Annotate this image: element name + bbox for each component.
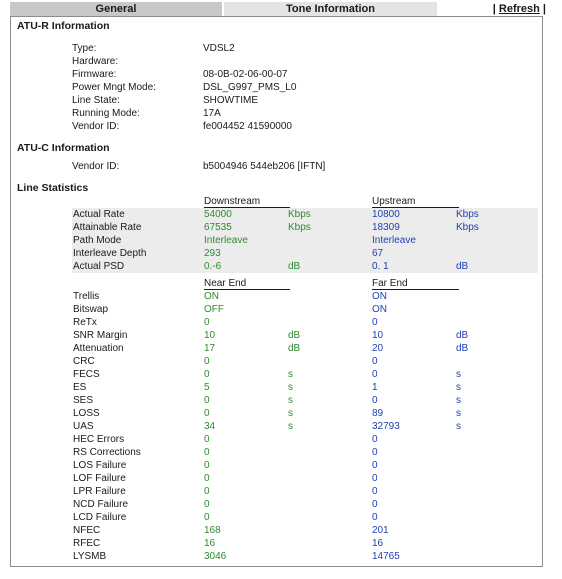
stat-unit-2: s bbox=[456, 395, 461, 406]
stat-value-1: 168 bbox=[204, 525, 221, 536]
info-row bbox=[11, 95, 541, 108]
info-value: fe004452 41590000 bbox=[203, 121, 292, 132]
stat-value-1: OFF bbox=[204, 304, 224, 315]
stat-label: Attenuation bbox=[73, 343, 124, 354]
stat-label: NCD Failure bbox=[73, 499, 129, 510]
stat-row bbox=[72, 407, 538, 420]
stat-value-1: 34 bbox=[204, 421, 216, 432]
stat-row bbox=[72, 420, 538, 433]
refresh-link[interactable]: Refresh bbox=[498, 3, 540, 15]
stat-value-1: 17 bbox=[204, 343, 216, 354]
stat-value-1: 0 bbox=[204, 460, 210, 471]
stat-value-2: ON bbox=[372, 291, 387, 302]
stat-value-2: 20 bbox=[372, 343, 384, 354]
stat-label: HEC Errors bbox=[73, 434, 125, 445]
stat-value-2: 1 bbox=[372, 382, 378, 393]
info-row bbox=[11, 108, 541, 121]
stat-value-1: 5 bbox=[204, 382, 210, 393]
stat-label: ES bbox=[73, 382, 87, 393]
stat-label: LYSMB bbox=[73, 551, 107, 562]
stat-value-1: 54000 bbox=[204, 209, 232, 220]
info-value: b5004946 544eb206 [IFTN] bbox=[203, 161, 326, 172]
stat-label: LOS Failure bbox=[73, 460, 127, 471]
info-label: Running Mode: bbox=[72, 108, 140, 119]
stat-unit-1: dB bbox=[288, 261, 301, 272]
stat-label: Interleave Depth bbox=[73, 248, 147, 259]
stat-unit-1: s bbox=[288, 395, 293, 406]
stat-value-1: 0 bbox=[204, 499, 210, 510]
info-value: SHOWTIME bbox=[203, 95, 258, 106]
stat-label: CRC bbox=[73, 356, 95, 367]
info-value: DSL_G997_PMS_L0 bbox=[203, 82, 297, 93]
stat-value-2: 10 bbox=[372, 330, 384, 341]
stat-value-2: 16 bbox=[372, 538, 384, 549]
stat-row bbox=[72, 394, 538, 407]
info-value: VDSL2 bbox=[203, 43, 235, 54]
stat-value-2: 201 bbox=[372, 525, 389, 536]
stat-value-2: Interleave bbox=[372, 235, 416, 246]
stat-value-1: 0 bbox=[204, 434, 210, 445]
stat-unit-1: s bbox=[288, 382, 293, 393]
stat-row bbox=[72, 550, 538, 563]
stat-label: UAS bbox=[73, 421, 94, 432]
dsl-status-panel bbox=[10, 16, 543, 567]
stat-value-1: 0 bbox=[204, 512, 210, 523]
stat-label: LPR Failure bbox=[73, 486, 126, 497]
info-row bbox=[11, 43, 541, 56]
stat-value-2: 0 bbox=[372, 499, 378, 510]
stat-label: SNR Margin bbox=[73, 330, 128, 341]
stat-value-1: 0 bbox=[204, 486, 210, 497]
separator-left: | bbox=[492, 3, 496, 15]
stat-value-1: 0 bbox=[204, 447, 210, 458]
stat-value-2: 0. 1 bbox=[372, 261, 389, 272]
stat-unit-1: s bbox=[288, 408, 293, 419]
stat-unit-2: s bbox=[456, 408, 461, 419]
refresh-wrap bbox=[493, 2, 546, 16]
stat-row bbox=[72, 446, 538, 459]
stat-value-1: 0 bbox=[204, 395, 210, 406]
stat-row bbox=[72, 208, 538, 221]
stat-label: RS Corrections bbox=[73, 447, 141, 458]
stat-unit-2: s bbox=[456, 421, 461, 432]
stat-unit-2: Kbps bbox=[456, 209, 479, 220]
stat-unit-2: s bbox=[456, 382, 461, 393]
stat-value-2: 0 bbox=[372, 447, 378, 458]
info-row bbox=[11, 69, 541, 82]
far-end-header-label: Far End bbox=[372, 278, 408, 289]
near-end-header bbox=[204, 277, 290, 290]
stat-row bbox=[72, 247, 538, 260]
stat-value-1: 293 bbox=[204, 248, 221, 259]
stat-value-2: 67 bbox=[372, 248, 384, 259]
stat-label: SES bbox=[73, 395, 94, 406]
info-label: Firmware: bbox=[72, 69, 117, 80]
info-label: Line State: bbox=[72, 95, 120, 106]
stat-label: RFEC bbox=[73, 538, 101, 549]
far-end-header bbox=[372, 277, 459, 290]
info-label: Vendor ID: bbox=[72, 121, 120, 132]
stat-unit-1: dB bbox=[288, 330, 301, 341]
stat-unit-1: s bbox=[288, 369, 293, 380]
stat-value-2: 0 bbox=[372, 486, 378, 497]
tab-tone-information[interactable]: Tone Information bbox=[224, 2, 437, 16]
stat-value-2: 0 bbox=[372, 369, 378, 380]
stat-label: Attainable Rate bbox=[73, 222, 142, 233]
stat-value-2: 0 bbox=[372, 395, 378, 406]
stat-row bbox=[72, 316, 538, 329]
stat-value-2: 14765 bbox=[372, 551, 400, 562]
info-label: Power Mngt Mode: bbox=[72, 82, 156, 93]
stat-row bbox=[72, 329, 538, 342]
stat-unit-2: Kbps bbox=[456, 222, 479, 233]
stat-unit-1: s bbox=[288, 421, 293, 432]
info-row bbox=[11, 82, 541, 95]
stat-value-2: 0 bbox=[372, 460, 378, 471]
stat-value-1: 0 bbox=[204, 369, 210, 380]
stat-label: Actual Rate bbox=[73, 209, 125, 220]
downstream-header bbox=[204, 195, 290, 208]
stat-value-2: 0 bbox=[372, 434, 378, 445]
stat-unit-2: dB bbox=[456, 343, 469, 354]
stat-value-1: ON bbox=[204, 291, 219, 302]
stat-row bbox=[72, 524, 538, 537]
near-end-header-label: Near End bbox=[204, 278, 247, 289]
stat-unit-1: dB bbox=[288, 343, 301, 354]
stat-value-2: 0 bbox=[372, 473, 378, 484]
stat-row bbox=[72, 433, 538, 446]
stat-row bbox=[72, 485, 538, 498]
stat-row bbox=[72, 472, 538, 485]
info-label: Type: bbox=[72, 43, 97, 54]
stat-row bbox=[72, 260, 538, 273]
tab-general[interactable]: General bbox=[10, 2, 222, 16]
stat-value-2: 18309 bbox=[372, 222, 400, 233]
stat-value-1: Interleave bbox=[204, 235, 248, 246]
upstream-header-label: Upstream bbox=[372, 196, 416, 207]
stat-unit-1: Kbps bbox=[288, 209, 311, 220]
stat-label: ReTx bbox=[73, 317, 97, 328]
stat-value-1: 0 bbox=[204, 408, 210, 419]
stat-label: LOSS bbox=[73, 408, 100, 419]
stat-value-1: 67535 bbox=[204, 222, 232, 233]
stat-label: NFEC bbox=[73, 525, 101, 536]
upstream-header bbox=[372, 195, 459, 208]
stat-row bbox=[72, 303, 538, 316]
stat-row bbox=[72, 537, 538, 550]
stat-value-1: 3046 bbox=[204, 551, 227, 562]
stat-value-1: 16 bbox=[204, 538, 216, 549]
tab-bar bbox=[10, 2, 546, 16]
stat-unit-1: Kbps bbox=[288, 222, 311, 233]
stat-label: Actual PSD bbox=[73, 261, 125, 272]
stat-value-2: 0 bbox=[372, 317, 378, 328]
stat-value-1: 0 bbox=[204, 317, 210, 328]
stat-row bbox=[72, 459, 538, 472]
stat-label: Trellis bbox=[73, 291, 100, 302]
info-row bbox=[11, 121, 541, 134]
stat-row bbox=[72, 290, 538, 303]
info-row bbox=[11, 56, 541, 69]
stat-label: Bitswap bbox=[73, 304, 109, 315]
stat-row bbox=[72, 381, 538, 394]
stat-value-1: 0.-6 bbox=[204, 261, 222, 272]
stat-label: Path Mode bbox=[73, 235, 122, 246]
info-label: Vendor ID: bbox=[72, 161, 120, 172]
downstream-header-label: Downstream bbox=[204, 196, 261, 207]
stat-row bbox=[72, 221, 538, 234]
stat-value-1: 10 bbox=[204, 330, 216, 341]
stat-label: LOF Failure bbox=[73, 473, 126, 484]
stat-value-2: ON bbox=[372, 304, 387, 315]
stat-label: LCD Failure bbox=[73, 512, 127, 523]
stat-row bbox=[72, 355, 538, 368]
info-value: 17A bbox=[203, 108, 221, 119]
stat-value-2: 10800 bbox=[372, 209, 400, 220]
stat-unit-2: s bbox=[456, 369, 461, 380]
stat-value-2: 0 bbox=[372, 512, 378, 523]
stat-row bbox=[72, 368, 538, 381]
atuc-section-title: ATU-C Information bbox=[17, 142, 110, 154]
stat-row bbox=[72, 498, 538, 511]
line-statistics-title: Line Statistics bbox=[17, 182, 89, 194]
stat-row bbox=[72, 234, 538, 247]
stat-value-2: 89 bbox=[372, 408, 384, 419]
info-label: Hardware: bbox=[72, 56, 119, 67]
separator-right: | bbox=[542, 3, 546, 15]
stat-value-1: 0 bbox=[204, 473, 210, 484]
stat-row bbox=[72, 511, 538, 524]
stat-value-1: 0 bbox=[204, 356, 210, 367]
stat-value-2: 0 bbox=[372, 356, 378, 367]
stat-unit-2: dB bbox=[456, 261, 469, 272]
stat-unit-2: dB bbox=[456, 330, 469, 341]
stat-value-2: 32793 bbox=[372, 421, 400, 432]
info-value: 08-0B-02-06-00-07 bbox=[203, 69, 288, 80]
stat-label: FECS bbox=[73, 369, 100, 380]
stat-row bbox=[72, 342, 538, 355]
atur-section-title: ATU-R Information bbox=[17, 20, 110, 32]
info-row bbox=[11, 161, 541, 174]
